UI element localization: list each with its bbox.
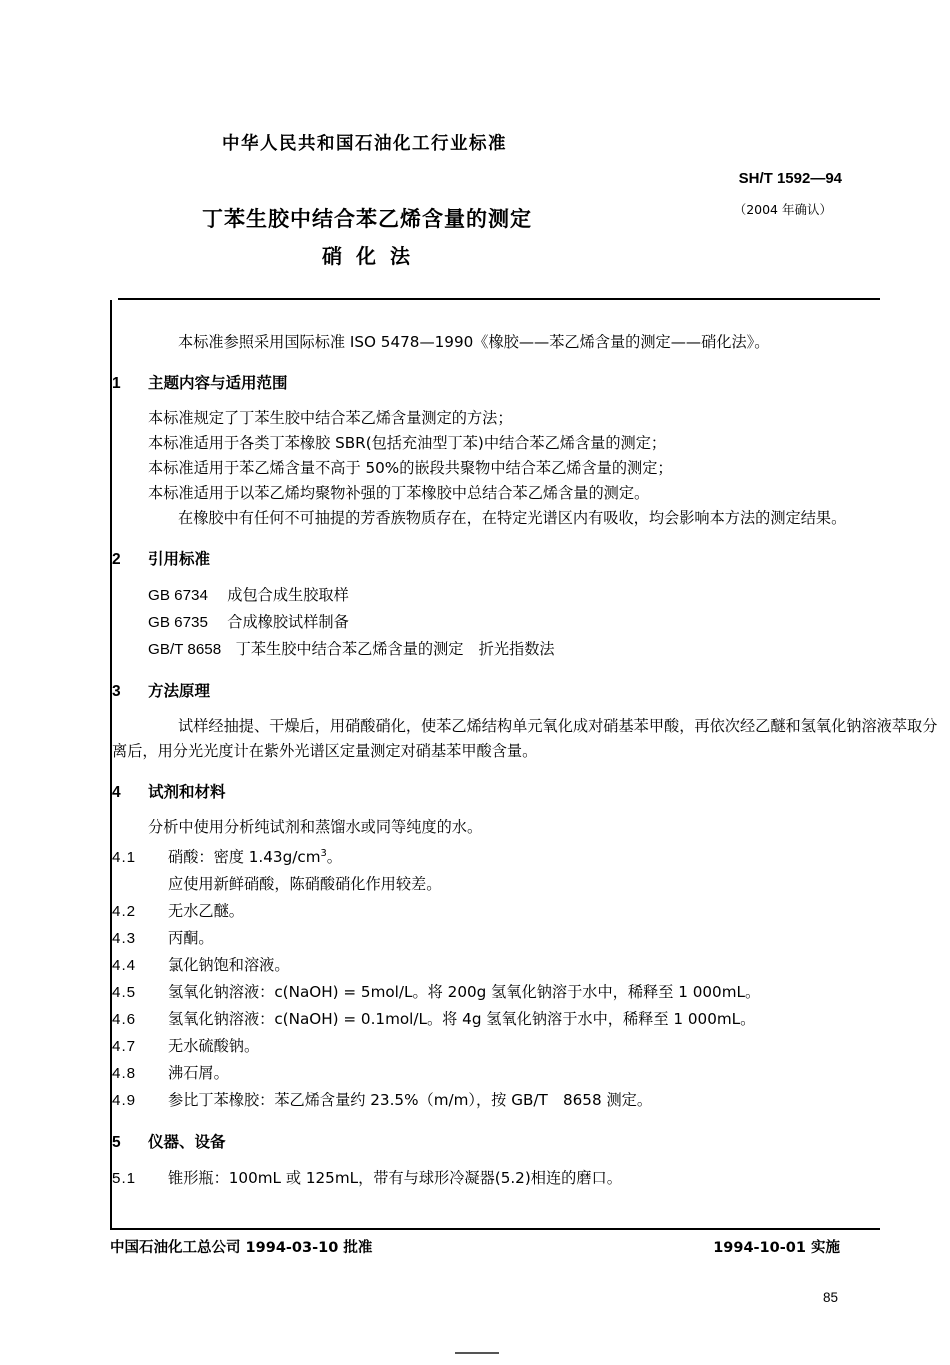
section-title-5: 仪器、设备	[148, 1133, 226, 1152]
document-title: 丁苯生胶中结合苯乙烯含量的测定	[202, 207, 532, 231]
paragraph: 本标准适用于苯乙烯含量不高于 50%的嵌段共聚物中结合苯乙烯含量的测定；	[148, 459, 673, 477]
clause-number: 4.3	[112, 930, 137, 948]
clause-4-9	[0, 1087, 950, 1114]
section-heading-1	[0, 371, 950, 396]
section-number-4: 4	[112, 784, 121, 801]
page-number: 85	[822, 1290, 838, 1305]
clause-superscript: 3	[320, 848, 327, 859]
section-number-1: 1	[112, 375, 121, 392]
reference-item	[0, 636, 950, 663]
section-title-3: 方法原理	[148, 682, 211, 700]
reference-item	[0, 609, 950, 636]
section-heading-3	[0, 679, 950, 704]
reference-name: 合成橡胶试样制备	[227, 613, 349, 631]
standard-confirmation: （2004 年确认）	[733, 202, 832, 217]
clause-number: 4.1	[112, 849, 137, 867]
reference-code: GB 6734	[148, 587, 208, 604]
clause-number: 4.9	[112, 1092, 137, 1110]
document-body	[0, 330, 950, 1192]
reference-name: 成包合成生胶取样	[227, 586, 349, 604]
clause-4-1-note	[0, 871, 950, 898]
clause-text: 无水硫酸钠。	[168, 1037, 260, 1056]
clause-4-4	[0, 952, 950, 979]
clause-number: 5.1	[112, 1170, 137, 1188]
clause-tail: 。	[326, 848, 342, 867]
section-4-lead: 分析中使用分析纯试剂和蒸馏水或同等纯度的水。	[148, 818, 483, 836]
section-heading-4	[0, 780, 950, 805]
clause-number: 4.6	[112, 1011, 137, 1029]
clause-note: 应使用新鲜硝酸，陈硝酸硝化作用较差。	[168, 875, 442, 894]
paragraph: 试样经抽提、干燥后，用硝酸硝化，使苯乙烯结构单元氧化成对硝基苯甲酸，再依次经乙醚和氢氧化钠溶液萃取分离后，用分光光度计在紫外光谱区定量测定对硝基苯甲酸含量。	[112, 717, 938, 760]
standard-code: SH/T 1592—94	[738, 170, 842, 187]
clause-number: 4.4	[112, 957, 137, 975]
clause-4-3	[0, 925, 950, 952]
clause-4-7	[0, 1033, 950, 1060]
reference-name: 丁苯生胶中结合苯乙烯含量的测定 折光指数法	[235, 640, 555, 658]
bottom-center-mark	[455, 1352, 499, 1354]
clause-text: 丙酮。	[168, 929, 214, 948]
clause-text: 氢氧化钠溶液：c(NaOH) = 0.1mol/L。将 4g 氢氧化钠溶于水中，稀释至 1 000mL。	[168, 1010, 756, 1029]
clause-number: 4.8	[112, 1065, 137, 1083]
clause-4-8	[0, 1060, 950, 1087]
paragraph: 本标准规定了丁苯生胶中结合苯乙烯含量测定的方法；	[148, 409, 513, 427]
standard-organization: 中华人民共和国石油化工行业标准	[222, 134, 507, 154]
reference-code: GB 6735	[148, 614, 208, 631]
clause-text: 氢氧化钠溶液：c(NaOH) = 5mol/L。将 200g 氢氧化钠溶于水中，稀释至 1 000mL。	[168, 983, 761, 1002]
section-number-3: 3	[112, 683, 121, 700]
clause-number: 4.5	[112, 984, 137, 1002]
paragraph: 在橡胶中有任何不可抽提的芳香族物质存在，在特定光谱区内有吸收，均会影响本方法的测定结果。	[178, 509, 847, 527]
clause-text: 无水乙醚。	[168, 902, 244, 921]
footer-divider	[110, 1228, 880, 1230]
clause-4-2	[0, 898, 950, 925]
clause-5-1	[0, 1165, 950, 1192]
section-heading-2	[0, 547, 950, 572]
footer-approval: 中国石油化工总公司 1994-03-10 批准	[110, 1240, 373, 1256]
clause-text: 氯化钠饱和溶液。	[168, 956, 290, 975]
paragraph: 本标准适用于各类丁苯橡胶 SBR(包括充油型丁苯)中结合苯乙烯含量的测定；	[148, 434, 667, 452]
footer-effective-date: 1994-10-01 实施	[713, 1240, 840, 1256]
section-title-1: 主题内容与适用范围	[148, 374, 288, 392]
clause-4-5	[0, 979, 950, 1006]
clause-number: 4.7	[112, 1038, 137, 1056]
reference-item	[0, 582, 950, 609]
clause-text: 参比丁苯橡胶：苯乙烯含量约 23.5%（m/m），按 GB/T 8658 测定。	[168, 1091, 653, 1110]
section-title-2: 引用标准	[148, 550, 211, 568]
section-number-5: 5	[112, 1134, 121, 1152]
intro-paragraph: 本标准参照采用国际标准 ISO 5478—1990《橡胶——苯乙烯含量的测定——硝化法》。	[178, 333, 770, 351]
section-heading-5	[0, 1130, 950, 1155]
header-divider	[118, 298, 880, 300]
section-number-2: 2	[112, 551, 121, 568]
clause-number: 4.2	[112, 903, 137, 921]
document-subtitle: 硝化法	[322, 244, 424, 268]
clause-4-6	[0, 1006, 950, 1033]
clause-text: 锥形瓶：100mL 或 125mL，带有与球形冷凝器(5.2)相连的磨口。	[168, 1169, 622, 1188]
section-title-4: 试剂和材料	[148, 783, 226, 801]
clause-4-1	[0, 840, 950, 871]
clause-text: 硝酸：密度 1.43g/cm	[168, 848, 321, 867]
reference-code: GB/T 8658	[148, 641, 222, 658]
clause-text: 沸石屑。	[168, 1064, 229, 1083]
paragraph: 本标准适用于以苯乙烯均聚物补强的丁苯橡胶中总结合苯乙烯含量的测定。	[148, 484, 650, 502]
